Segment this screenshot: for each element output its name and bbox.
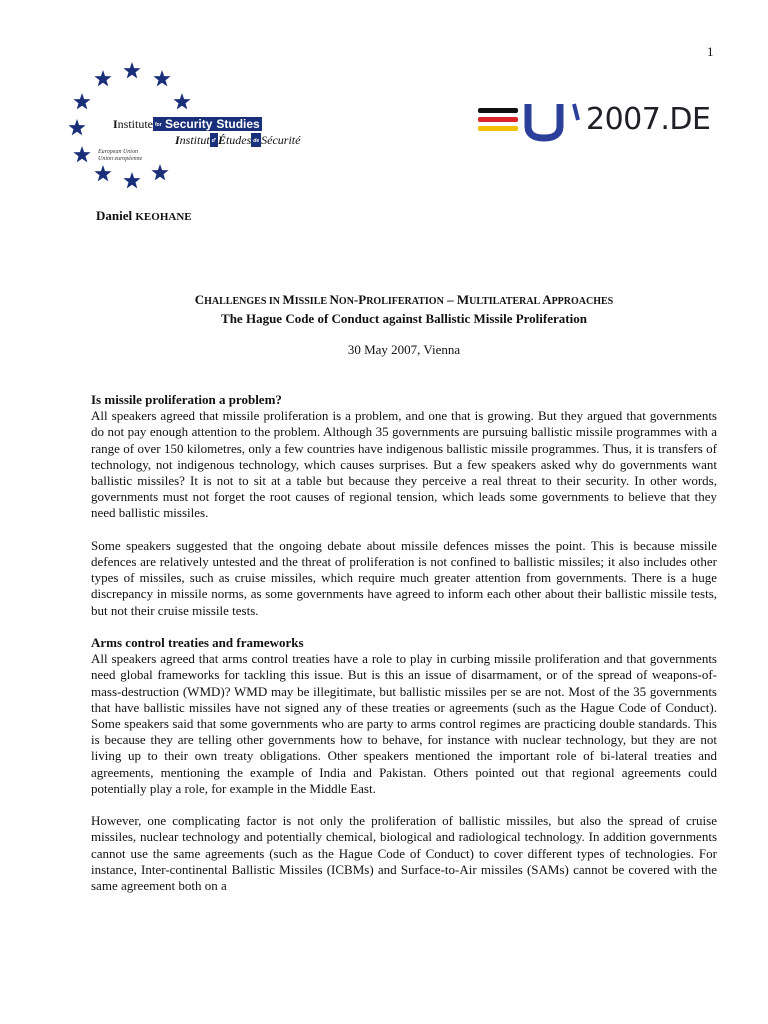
title-block <box>0 291 768 327</box>
section-heading: Arms control treaties and frameworks <box>91 635 304 651</box>
eu-note: European Union Union européenne <box>98 149 143 162</box>
author-name: Daniel KEOHANE <box>96 208 192 223</box>
date-location: 30 May 2007, Vienna <box>347 342 461 357</box>
subtitle: The Hague Code of Conduct against Ballistic Missile Proliferation <box>221 311 587 326</box>
iss-name-french: Institut d' Études de Sécurité <box>175 133 301 147</box>
iss-name-english: Institute for Security Studies <box>113 117 260 131</box>
section-heading: Is missile proliferation a problem? <box>91 392 282 407</box>
main-title: CHALLENGES IN MISSILE NON-PROLIFERATION – MULTILATERAL APPROACHES <box>194 292 614 307</box>
paragraph: However, one complicating factor is not only the proliferation of ballistic missiles, but also the spread of cruise missiles, nuclear technology and potentially chemical, biological and radiological technology. In addition governments cannot use the same agreements (such as the Hague Code of Conduct) to cover different types of technologies. For instance, Inter-continental Ballistic Missiles (ICBMs) and Surface-to-Air missiles (SAMs) cannot be covered with the same agreement both on a <box>91 813 717 894</box>
eu2007-text: 2007.DE <box>586 102 711 137</box>
page-number: 1 <box>707 44 714 59</box>
iss-logo <box>66 62 316 192</box>
document-body <box>91 392 717 910</box>
eu2007-logo <box>476 100 716 142</box>
eu-flag-swoosh-icon <box>476 100 588 142</box>
paragraph: All speakers agreed that arms control treaties have a role to play in curbing missile proliferation and that governments need global frameworks for tackling this issue. But is this an issue of disarmament, or of the spread of weapons-of-mass-destruction (WMD)? WMD may be illegitimate, but ballistic missiles per se are not. Most of the 35 governments that have ballistic missiles have not signed any of these treaties or agreements (such as the Hague Code of Conduct). Some speakers said that some governments who are party to arms control regimes are practicing double standards. This is because they are telling other governments how to behave, for instance with nuclear technology, but they are not living up to their own treaty obligations. Other speakers mentioned the important role of bi-lateral treaties and agreements, mentioning the example of India and Pakistan. Others pointed out that regional agreements could potentially play a role, for example in the Middle East. <box>91 651 717 796</box>
paragraph: Some speakers suggested that the ongoing debate about missile defences misses the point. This is because missile defences are relatively untested and the threat of proliferation is not confined to ballistic missiles; it also includes other types of missiles, such as cruise missiles, which require much greater attention from governments. There is a huge discrepancy in missile norms, as some governments have agreed to inform each other about their ballistic missile tests, but not their cruise missile tests. <box>91 537 717 618</box>
paragraph: All speakers agreed that missile proliferation is a problem, and one that is growing. But they argued that governments do not pay enough attention to the problem. Although 35 governments are pursuing ballistic missile programmes with a range of over 150 kilometres, only a few countries have indigenous ballistic missile programmes. Thus, it is transfers of technology, not indigenous technology, which causes surprises. But a few speakers asked why do governments want ballistic missiles? It is not to sit at a table but because they perceive a real threat to their security. In other words, governments must not forget the root causes of regional tension, which leads some governments to believe that they need ballistic missiles. <box>91 408 717 521</box>
